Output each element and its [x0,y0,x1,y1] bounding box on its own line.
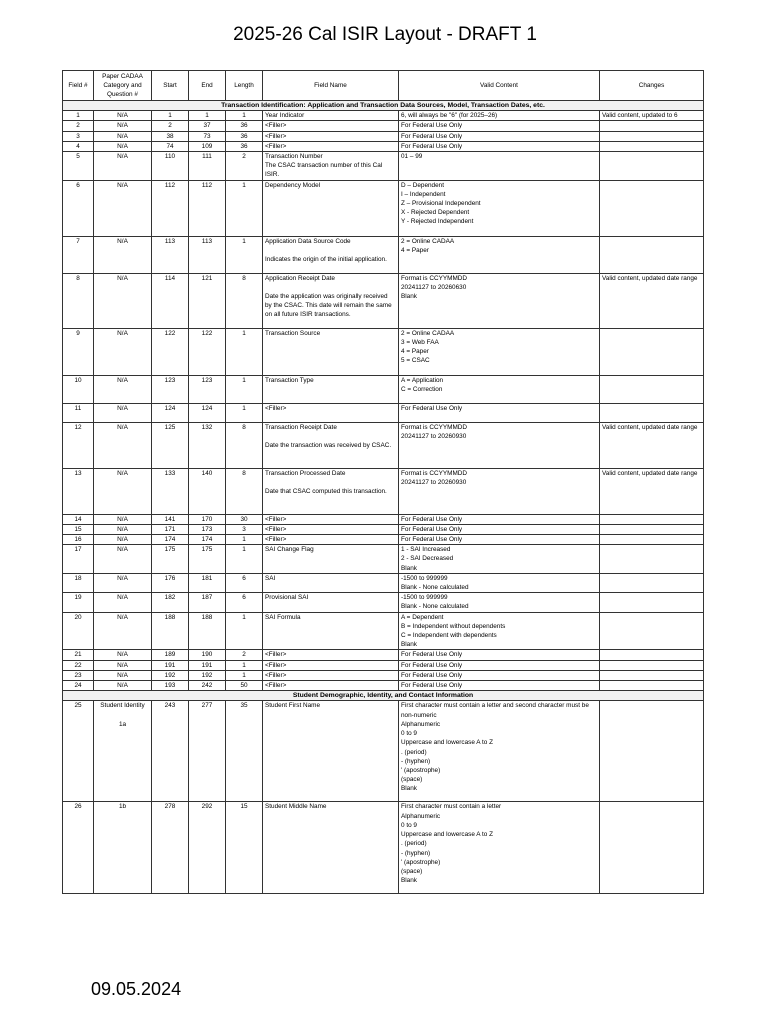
valid-content-cell: 2 = Online CADAA 3 = Web FAA 4 = Paper 5 = CSAC [399,328,600,375]
table-row [63,573,704,592]
changes-cell [600,612,704,650]
changes-cell [600,573,704,592]
end-cell: 132 [189,422,226,468]
paper-question-cell: N/A [94,593,152,612]
paper-question-cell: N/A [94,375,152,403]
table-row [63,422,704,468]
changes-cell [600,681,704,691]
paper-question-cell: N/A [94,535,152,545]
end-cell: 181 [189,573,226,592]
table-row [63,612,704,650]
end-cell: 190 [189,650,226,660]
end-cell: 188 [189,612,226,650]
changes-cell [600,701,704,802]
changes-cell: Valid content, updated date range [600,468,704,514]
valid-content-cell: For Federal Use Only [399,670,600,680]
start-cell: 189 [152,650,189,660]
field-name-cell: Student Middle Name [263,802,399,894]
valid-content-cell: For Federal Use Only [399,681,600,691]
table-row [63,670,704,680]
start-cell: 174 [152,535,189,545]
length-cell: 6 [226,573,263,592]
valid-content-cell: Format is CCYYMMDD 20241127 to 20260630 Blank [399,273,600,328]
field-name-cell: Dependency Model [263,180,399,236]
end-cell: 192 [189,670,226,680]
length-cell: 1 [226,180,263,236]
paper-question-cell: N/A [94,660,152,670]
length-cell: 1 [226,545,263,574]
field-number-cell: 22 [63,660,94,670]
table-row [63,660,704,670]
end-cell: 292 [189,802,226,894]
table-row [63,545,704,574]
length-cell: 36 [226,131,263,141]
start-cell: 74 [152,141,189,151]
field-number-cell: 13 [63,468,94,514]
length-cell: 2 [226,152,263,181]
start-cell: 182 [152,593,189,612]
end-cell: 170 [189,514,226,524]
table-row [63,802,704,894]
valid-content-cell: For Federal Use Only [399,514,600,524]
field-name-cell: <Filler> [263,524,399,534]
table-row [63,468,704,514]
changes-cell: Valid content, updated date range [600,273,704,328]
changes-cell [600,660,704,670]
paper-question-cell: N/A [94,468,152,514]
field-name-cell: <Filler> [263,121,399,131]
paper-question-cell: N/A [94,612,152,650]
length-cell: 35 [226,701,263,802]
start-cell: 278 [152,802,189,894]
table-row [63,273,704,328]
valid-content-cell: For Federal Use Only [399,650,600,660]
changes-cell [600,545,704,574]
changes-cell [600,802,704,894]
end-cell: 140 [189,468,226,514]
length-cell: 8 [226,468,263,514]
start-cell: 110 [152,152,189,181]
length-cell: 1 [226,403,263,422]
length-cell: 3 [226,524,263,534]
field-name-cell: Transaction Type [263,375,399,403]
isir-layout-table [62,70,704,894]
field-name-cell: Transaction Processed Date Date that CSAC computed this transaction. [263,468,399,514]
field-number-cell: 9 [63,328,94,375]
changes-cell [600,375,704,403]
length-cell: 36 [226,141,263,151]
table-row [63,180,704,236]
end-cell: 175 [189,545,226,574]
length-cell: 15 [226,802,263,894]
end-cell: 112 [189,180,226,236]
start-cell: 122 [152,328,189,375]
end-cell: 173 [189,524,226,534]
field-number-cell: 2 [63,121,94,131]
field-name-cell: Transaction Source [263,328,399,375]
changes-cell [600,180,704,236]
start-cell: 175 [152,545,189,574]
start-cell: 112 [152,180,189,236]
paper-question-cell: N/A [94,121,152,131]
start-cell: 176 [152,573,189,592]
end-cell: 121 [189,273,226,328]
field-number-cell: 5 [63,152,94,181]
field-number-cell: 26 [63,802,94,894]
header-end: End [189,71,226,101]
paper-question-cell: N/A [94,131,152,141]
field-number-cell: 1 [63,111,94,121]
length-cell: 1 [226,670,263,680]
field-number-cell: 11 [63,403,94,422]
end-cell: 124 [189,403,226,422]
header-valid-content: Valid Content [399,71,600,101]
section-heading: Student Demographic, Identity, and Contact Information [63,691,704,701]
changes-cell [600,121,704,131]
changes-cell [600,328,704,375]
valid-content-cell: -1500 to 999999 Blank - None calculated [399,593,600,612]
paper-question-cell: N/A [94,422,152,468]
changes-cell [600,141,704,151]
length-cell: 36 [226,121,263,131]
changes-cell: Valid content, updated to 6 [600,111,704,121]
end-cell: 122 [189,328,226,375]
header-field-name: Field Name [263,71,399,101]
changes-cell [600,670,704,680]
paper-question-cell: N/A [94,670,152,680]
table-row [63,701,704,802]
valid-content-cell: For Federal Use Only [399,131,600,141]
start-cell: 171 [152,524,189,534]
table-row [63,111,704,121]
start-cell: 191 [152,660,189,670]
start-cell: 188 [152,612,189,650]
field-name-cell: SAI Formula [263,612,399,650]
length-cell: 6 [226,593,263,612]
table-row [63,535,704,545]
start-cell: 114 [152,273,189,328]
changes-cell [600,593,704,612]
length-cell: 1 [226,535,263,545]
field-number-cell: 20 [63,612,94,650]
field-number-cell: 7 [63,236,94,273]
paper-question-cell: N/A [94,573,152,592]
header-start: Start [152,71,189,101]
valid-content-cell: Format is CCYYMMDD 20241127 to 20260930 [399,468,600,514]
changes-cell [600,403,704,422]
table-header-row [63,71,704,101]
field-name-cell: Application Data Source Code Indicates the origin of the initial application. [263,236,399,273]
valid-content-cell: 2 = Online CADAA 4 = Paper [399,236,600,273]
length-cell: 8 [226,422,263,468]
start-cell: 123 [152,375,189,403]
changes-cell [600,535,704,545]
paper-question-cell: N/A [94,328,152,375]
field-number-cell: 6 [63,180,94,236]
start-cell: 243 [152,701,189,802]
table-row [63,236,704,273]
field-name-cell: SAI Change Flag [263,545,399,574]
valid-content-cell: A = Dependent B = Independent without dependents C = Independent with dependents Blank [399,612,600,650]
paper-question-cell: N/A [94,514,152,524]
start-cell: 133 [152,468,189,514]
end-cell: 37 [189,121,226,131]
changes-cell [600,650,704,660]
end-cell: 123 [189,375,226,403]
paper-question-cell: N/A [94,236,152,273]
valid-content-cell: For Federal Use Only [399,535,600,545]
table-row [63,141,704,151]
paper-question-cell: N/A [94,273,152,328]
field-number-cell: 19 [63,593,94,612]
start-cell: 124 [152,403,189,422]
end-cell: 242 [189,681,226,691]
valid-content-cell: 1 - SAI Increased 2 - SAI Decreased Blank [399,545,600,574]
table-body [63,101,704,894]
paper-question-cell: N/A [94,650,152,660]
paper-question-cell: N/A [94,111,152,121]
length-cell: 2 [226,650,263,660]
paper-question-cell: N/A [94,180,152,236]
field-name-cell: Transaction Receipt Date Date the transaction was received by CSAC. [263,422,399,468]
start-cell: 38 [152,131,189,141]
length-cell: 1 [226,375,263,403]
changes-cell [600,152,704,181]
field-name-cell: <Filler> [263,681,399,691]
valid-content-cell: A = Application C = Correction [399,375,600,403]
start-cell: 192 [152,670,189,680]
paper-question-cell: N/A [94,681,152,691]
paper-question-cell: N/A [94,403,152,422]
start-cell: 193 [152,681,189,691]
field-name-cell: <Filler> [263,141,399,151]
length-cell: 30 [226,514,263,524]
length-cell: 8 [226,273,263,328]
start-cell: 141 [152,514,189,524]
table-row [63,328,704,375]
start-cell: 2 [152,121,189,131]
field-number-cell: 15 [63,524,94,534]
start-cell: 125 [152,422,189,468]
valid-content-cell: For Federal Use Only [399,121,600,131]
header-paper-cadaa: Paper CADAA Category and Question # [94,71,152,101]
field-name-cell: SAI [263,573,399,592]
table-row [63,524,704,534]
changes-cell [600,131,704,141]
start-cell: 1 [152,111,189,121]
field-number-cell: 8 [63,273,94,328]
table-row [63,375,704,403]
field-number-cell: 3 [63,131,94,141]
field-number-cell: 25 [63,701,94,802]
end-cell: 191 [189,660,226,670]
length-cell: 1 [226,236,263,273]
paper-question-cell: N/A [94,152,152,181]
valid-content-cell: First character must contain a letter and second character must be non-numeric Alphanumeric 0 to 9 Uppercase and lowercase A to Z . (period) - (hyphen) ' (apostrophe) (space) Blank [399,701,600,802]
paper-question-cell: Student Identity 1a [94,701,152,802]
field-name-cell: <Filler> [263,650,399,660]
field-name-cell: Student First Name [263,701,399,802]
table-row [63,514,704,524]
field-name-cell: Application Receipt Date Date the application was originally received by the CSAC. This date will remain the same on all future ISIR transactions. [263,273,399,328]
paper-question-cell: N/A [94,524,152,534]
document-title: 2025-26 Cal ISIR Layout - DRAFT 1 [233,24,537,45]
field-name-cell: Provisional SAI [263,593,399,612]
table-row [63,650,704,660]
field-name-cell: <Filler> [263,535,399,545]
valid-content-cell: For Federal Use Only [399,403,600,422]
field-name-cell: <Filler> [263,660,399,670]
length-cell: 1 [226,660,263,670]
field-number-cell: 23 [63,670,94,680]
valid-content-cell: 01 – 99 [399,152,600,181]
end-cell: 187 [189,593,226,612]
field-name-cell: <Filler> [263,131,399,141]
field-number-cell: 18 [63,573,94,592]
end-cell: 73 [189,131,226,141]
field-name-cell: <Filler> [263,514,399,524]
table-row [63,152,704,181]
valid-content-cell: D – Dependent I – Independent Z – Provisional Independent X - Rejected Dependent Y - Rejected Independent [399,180,600,236]
changes-cell [600,524,704,534]
field-number-cell: 12 [63,422,94,468]
valid-content-cell: -1500 to 999999 Blank - None calculated [399,573,600,592]
footer-date: 09.05.2024 [91,979,182,999]
section-heading: Transaction Identification: Application and Transaction Data Sources, Model, Transaction Dates, etc. [63,101,704,111]
changes-cell [600,236,704,273]
start-cell: 113 [152,236,189,273]
section-heading-row [63,691,704,701]
paper-question-cell: N/A [94,141,152,151]
end-cell: 111 [189,152,226,181]
header-changes: Changes [600,71,704,101]
end-cell: 109 [189,141,226,151]
length-cell: 50 [226,681,263,691]
valid-content-cell: First character must contain a letter Alphanumeric 0 to 9 Uppercase and lowercase A to Z . (period) - (hyphen) ' (apostrophe) (space) Blank [399,802,600,894]
table-row [63,681,704,691]
table-row [63,131,704,141]
changes-cell [600,514,704,524]
end-cell: 1 [189,111,226,121]
length-cell: 1 [226,328,263,375]
table-row [63,403,704,422]
field-number-cell: 4 [63,141,94,151]
valid-content-cell: Format is CCYYMMDD 20241127 to 20260930 [399,422,600,468]
length-cell: 1 [226,111,263,121]
valid-content-cell: For Federal Use Only [399,141,600,151]
field-number-cell: 24 [63,681,94,691]
length-cell: 1 [226,612,263,650]
field-number-cell: 16 [63,535,94,545]
end-cell: 113 [189,236,226,273]
field-number-cell: 17 [63,545,94,574]
field-number-cell: 14 [63,514,94,524]
valid-content-cell: For Federal Use Only [399,660,600,670]
field-name-cell: Transaction Number The CSAC transaction number of this Cal ISIR. [263,152,399,181]
table-row [63,593,704,612]
header-field-number: Field # [63,71,94,101]
table-row [63,121,704,131]
valid-content-cell: 6, will always be "6" (for 2025–26) [399,111,600,121]
field-number-cell: 21 [63,650,94,660]
field-name-cell: <Filler> [263,403,399,422]
valid-content-cell: For Federal Use Only [399,524,600,534]
section-heading-row [63,101,704,111]
paper-question-cell: 1b [94,802,152,894]
end-cell: 174 [189,535,226,545]
changes-cell: Valid content, updated date range [600,422,704,468]
field-name-cell: Year Indicator [263,111,399,121]
field-number-cell: 10 [63,375,94,403]
field-name-cell: <Filler> [263,670,399,680]
end-cell: 277 [189,701,226,802]
header-length: Length [226,71,263,101]
paper-question-cell: N/A [94,545,152,574]
